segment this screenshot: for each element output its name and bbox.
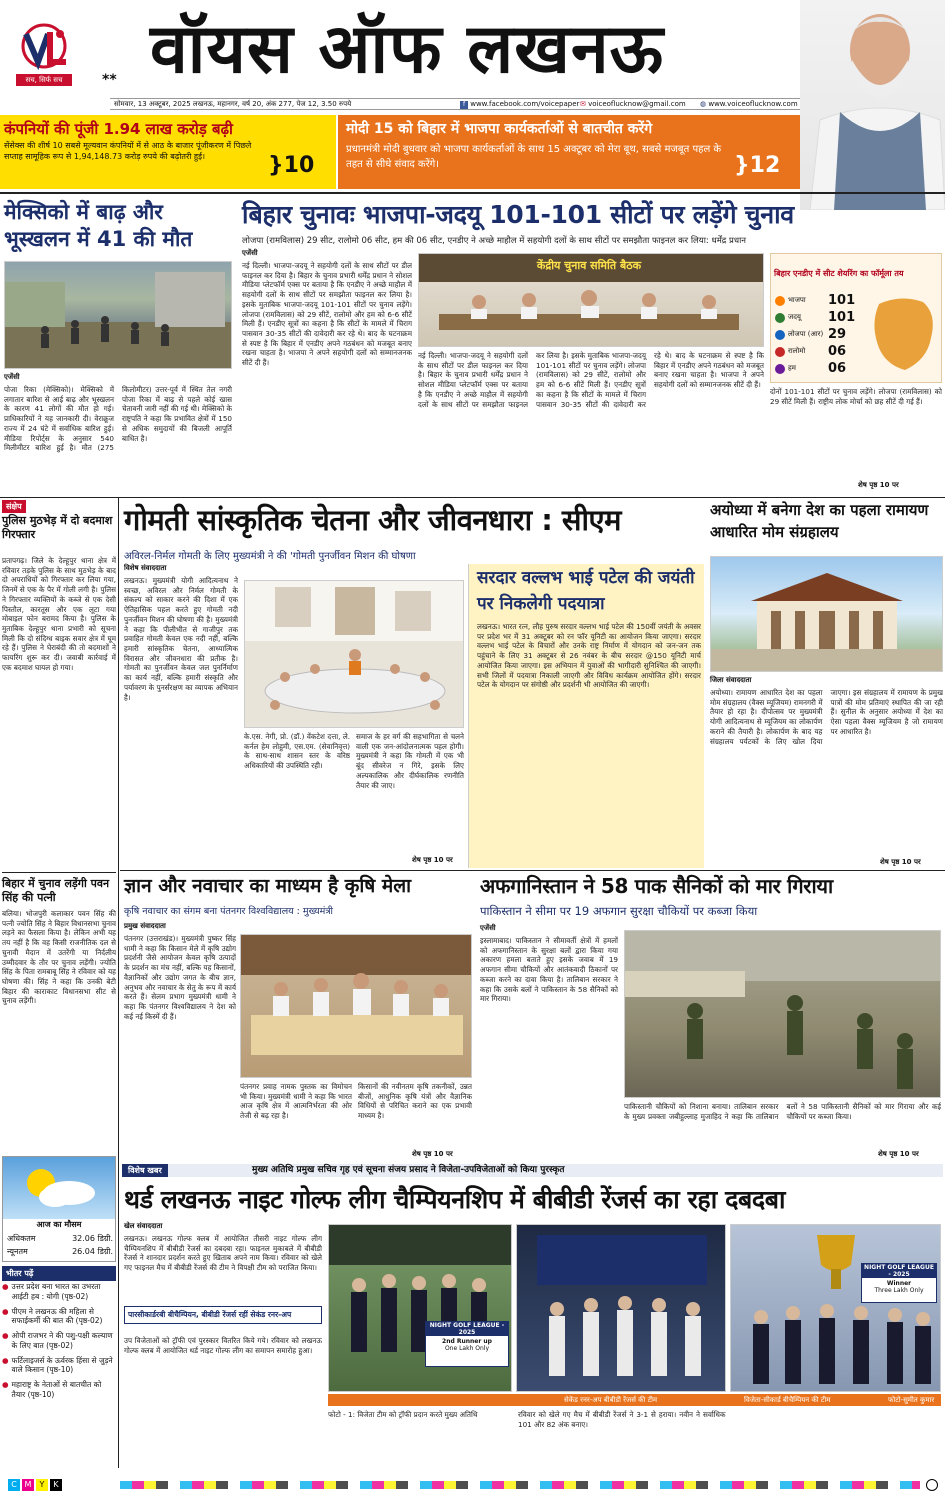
- teaser-right[interactable]: [338, 115, 800, 189]
- mexico-body: पोजा रिका (मेक्सिको)। मेक्सिको में लगातार बारिश से आई बाढ़ और भूस्खलन के कारण 41 लोगों की मौत हो गई। प्राधिकारियों ने यह जानकारी दी। वेराक्रूज राज्य में 24 घंटे में सर्वाधिक बारिश हुई। मीडिया रिपोर्ट्स के अनुसार 540 मिलीमीटर बारिश हुई है। मौत (275 किलोमीटर) उत्तर-पूर्व में स्थित तेल नगरी पोजा रिका में बाढ़ से पहले कोई खास चेतावनी जारी नहीं की गई थी। मेक्सिको के राष्ट्रपति ने कहा कि प्रभावित क्षेत्रों में 150 से अधिक समुदायों की बिजली आपूर्ति बाधित है।: [4, 385, 232, 453]
- weather-max: अधिकतम 32.06 डिग्री.: [7, 1234, 113, 1243]
- infobox-row: रालोमो 06: [775, 343, 875, 360]
- masthead: [0, 0, 945, 112]
- teaser-divider: [0, 192, 945, 194]
- golf-foot-text: रविवार को खेले गए मैच में बीबीडी रेंजर्स ने 3-1 से हराया। नवीन ने सर्वाधिक 101 और 82 अंक बनाए।: [518, 1410, 726, 1429]
- infobox-rows: [775, 292, 875, 377]
- krishi-byline: प्रमुख संवाददाता: [124, 922, 166, 930]
- gomti-body2: समाज के हर वर्ग की सहभागिता से चलने वाली एक जन-आंदोलनात्मक पहल होगी। मुख्यमंत्री ने कहा कि गोमती में एक भी बूंद सीवरेज न गिरे, इसके लिए अल्पकालिक और दीर्घकालिक रणनीति तैयार की जाए।: [356, 732, 464, 790]
- mexico-headline: मेक्सिको में बाढ़ और भूस्खलन में 41 की मौत: [4, 200, 193, 252]
- sun-cloud-icon: [3, 1157, 115, 1219]
- patel-headline: सरदार वल्लभ भाई पटेल की जयंती पर निकलेगी पदयात्रा: [477, 568, 695, 614]
- gomti-story[interactable]: [122, 500, 704, 868]
- mexico-story[interactable]: [2, 197, 234, 497]
- infobox-text: दोनों 101-101 सीटों पर चुनाव लड़ेंगे। लोजपा (रामविलास) को 29 सीटें मिली हैं। राष्ट्रीय लोक मोर्चा को छह सीटें दी गई हैं।: [770, 387, 942, 406]
- cmyk-magenta: M: [22, 1479, 34, 1491]
- mexico-flood-photo: [4, 261, 232, 369]
- party-symbol-icon: [775, 330, 785, 340]
- bullet-icon: ●: [2, 1306, 9, 1316]
- gomti-meeting-photo: [244, 580, 464, 728]
- dateline-bar: [110, 98, 800, 110]
- golf-kicker-bar: [122, 1164, 943, 1177]
- infobox-row: भाजपा 101: [775, 292, 875, 309]
- police-brief[interactable]: [2, 500, 116, 870]
- inside-item[interactable]: ● पीएम ने लखनऊ की महिला से सफाईकर्मी की बात की (पृष्ठ-02): [2, 1306, 103, 1326]
- bullet-icon: ●: [2, 1355, 9, 1365]
- board-amount: One Lakh Only: [444, 1345, 490, 1352]
- golf-label: विशेष खबर: [122, 1164, 168, 1177]
- registration-mark-icon: [926, 1479, 938, 1491]
- golf-pullquote: पारसीकार्डरबी बीचैम्पियन, बीबीडी रेंजर्स रहीं सेकंड रनर-अप: [124, 1306, 322, 1324]
- mexico-byline: एजेंसी: [4, 373, 20, 381]
- page-brace-icon: }: [734, 153, 750, 178]
- party-symbol-icon: [775, 313, 785, 323]
- dateline: सोमवार, 13 अक्टूबर, 2025 लखनऊ, महानगर, वर्ष 20, अंक 277, पेज 12, 3.50 रुपये: [114, 100, 352, 108]
- pawan-headline: बिहार में चुनाव लड़ेंगी पवन सिंह की पत्नी: [2, 877, 110, 905]
- pawan-body: बलिया। भोजपुरी कलाकार पवन सिंह की पत्नी ज्योति सिंह ने बिहार विधानसभा चुनाव लड़ने का फैसला किया है। लेकिन अभी यह तय नहीं है कि वह किसी राजनीतिक दल से चुनावी मैदान में उतरेंगी या निर्दलीय उम्मीदवार के तौर पर चुनाव लड़ेंगी। ज्योति सिंह के पिता रामबाबू सिंह ने रविवार को यह घोषणा की। सिंह ने कहा कि उनकी बेटी बिहार की काराकाट विधानसभा सीट से चुनाव लड़ेंगी।: [2, 909, 116, 1006]
- pawan-brief[interactable]: [2, 872, 116, 1152]
- flood-scene-icon: [5, 262, 232, 369]
- golf-caption-2: सेकेंड रनर-अप बीबीडी रेंजर्स की टीम: [564, 1396, 658, 1404]
- golf-headline: थर्ड लखनऊ नाइट गोल्फ लीग चैम्पियनशिप में बीबीडी रेंजर्स का रहा दबदबा: [124, 1185, 786, 1214]
- krishi-headline: ज्ञान और नवाचार का माध्यम है कृषि मेला: [124, 875, 412, 897]
- website-link[interactable]: ◍ www.voiceoflucknow.com: [700, 100, 798, 108]
- divider: [120, 870, 945, 871]
- inside-box: [2, 1266, 116, 1466]
- logo: [14, 22, 74, 72]
- bihar-continued[interactable]: शेष पृष्ठ 10 पर: [858, 481, 899, 489]
- teaser-left-headline: कंपनियों की पूंजी 1.94 लाख करोड़ बढ़ी: [4, 120, 233, 138]
- gomti-photo-caption: के.एस. नेगी, प्रो. (डॉ.) वेंकटेश दत्ता, ले. कर्नल हेम लोहुमी, एस.एम. (सेवानिवृत्त) के साथ-साथ शासन स्तर के वरिष्ठ अधिकारियों की उपस्थिति रही।: [244, 732, 350, 771]
- krishi-subhead: कृषि नवाचार का संगम बना पंतनगर विश्वविद्यालय : मुख्यमंत्री: [124, 906, 334, 917]
- party-symbol-icon: [775, 364, 785, 374]
- bihar-body: नई दिल्ली। भाजपा-जदयू ने सहयोगी दलों के साथ सीटों पर डील फाइनल कर दिया है। बिहार के चुनाव प्रभारी धर्मेंद्र प्रधान ने सोशल मीडिया प्लेटफॉर्म एक्स पर बताया है कि एनडीए ने अच्छे माहौल में सहयोगी दलों के साथ सीटों पर समझौता फाइनल कर लिया है। इसके मुताबिक भाजपा-जदयू 101-101 सीटों पर चुनाव लड़ेंगे। लोजपा (रामविलास) को 29 सीटें, रालोमो और हम को 6-6 सीटें मिली हैं। एनडीए सूत्रों का कहना है कि सीटों के मामले में चिराग पासवान 30-35 सीटों की दावेदारी कर रहे थे। बाद के घटनाक्रम से स्पष्ट है कि बिहार में एनडीए अपने गठबंधन को मजबूत बनाए रखना चाहता है। भाजपा ने अपने सहयोगी दलों को सम्मानजनक सीटें दी हैं।: [242, 261, 412, 368]
- teaser-left-page: }10: [268, 153, 315, 178]
- globe-icon: ◍: [700, 100, 707, 108]
- afghan-story[interactable]: [478, 872, 943, 1162]
- winner-trophy-icon: [731, 1225, 941, 1392]
- inside-item[interactable]: ● उत्तर प्रदेश बना भारत का उभरता आईटी हब : योगी (पृष्ठ-02): [2, 1282, 101, 1301]
- infobox-row: हम 06: [775, 360, 875, 377]
- inside-list: [2, 1282, 116, 1405]
- board-place: 2nd Runner up: [442, 1338, 492, 1345]
- infobox-row: लोजपा (आर) 29: [775, 326, 875, 343]
- golf-caption-3: विजेता-सीकार्ड बीचैम्पियन की टीम: [744, 1396, 831, 1404]
- golf-body2: उप विजेताओं को ट्रॉफी एवं पुरस्कार वितरित किये गये। रविवार को लखनऊ गोल्फ क्लब में आयोजित थर्ड नाइट गोल्फ लीग का समापन समारोह हुआ।: [124, 1336, 322, 1355]
- golf-caption-bar: [328, 1394, 941, 1406]
- ayodhya-byline: जिला संवाददाता: [710, 676, 752, 684]
- logo-mark-icon: [14, 22, 74, 72]
- golf-photo-trophy: [328, 1224, 512, 1392]
- golf-trophy-scene-icon: [517, 1225, 726, 1392]
- weather-title: आज का मौसम: [3, 1219, 115, 1230]
- museum-photo: [710, 556, 943, 672]
- gomti-headline: गोमती सांस्कृतिक चेतना और जीवनधारा : सीएम: [124, 503, 621, 537]
- cmyk-strip: [8, 1479, 62, 1491]
- teaser-right-text: प्रधानमंत्री मोदी बुधवार को भाजपा कार्यकर्ताओं के साथ 15 अक्टूबर को मेरा बूथ, सबसे मजबूत पहल के तहत से सीधे संवाद करेंगे।: [346, 144, 722, 170]
- bullet-icon: ●: [2, 1380, 9, 1389]
- bihar-map-icon: [871, 294, 939, 374]
- soldiers-scene-icon: [625, 931, 941, 1098]
- page-brace-icon: }: [268, 153, 284, 178]
- police-headline: पुलिस मुठभेड़ में दो बदमाश गिरफ्तार: [2, 514, 113, 542]
- afghan-border-photo: [624, 930, 941, 1098]
- weather-min: न्यूनतम 26.04 डिग्री.: [7, 1247, 113, 1256]
- golf-photo-team: [516, 1224, 726, 1392]
- police-body: प्रतापगढ़। जिले के देल्हूपुर थाना क्षेत्र में रविवार तड़के पुलिस के साथ मुठभेड़ के बाद दो अपराधियों को गिरफ्तार कर लिया गया, जिनमें से एक के पैर में गोली लगी है। पुलिस ने गिरफ्तार व्यक्तियों के कब्जे से एक देसी पिस्तौल, कारतूस और एक लूटा गया मोबाइल फोन बरामद किया है। पुलिस के मुताबिक देल्हूपुर थाना प्रभारी को सूचना मिली कि दो संदिग्ध बाइक सवार क्षेत्र में घूम रहे हैं। पुलिस ने घेराबंदी की तो बदमाशों ने फायरिंग शुरू कर दी। जवाबी कार्रवाई में एक बदमाश घायल हो गया।: [2, 556, 116, 672]
- brief-label: संक्षेप: [2, 500, 26, 513]
- golf-photo-winner: [730, 1224, 941, 1392]
- ayodhya-body: अयोध्या। रामायण आधारित देश का पहला मोम संग्रहालय (वैक्स म्यूजियम) रामनगरी में तैयार हो रहा है। दीपोत्सव पर मुख्यमंत्री योगी आदित्यनाथ से म्यूजियम का लोकार्पण कराने की तैयारी है। लोकार्पण के बाद यह संग्रहालय पर्यटकों के लिए खोल दिया जाएगा। इस संग्रहालय में रामायण के प्रमुख पात्रों की मोम प्रतिमाएं स्थापित की जा रही हैं। सुनील के अनुसार अयोध्या में देश का ऐसा पहला वैक्स म्यूजियम है जो रामायण पर आधारित है।: [710, 688, 943, 746]
- afghan-headline: अफगानिस्तान ने 58 पाक सैनिकों को मार गिराया: [480, 874, 833, 898]
- afghan-byline: एजेंसी: [480, 924, 496, 932]
- krishi-body3: किसानों की नवीनतम कृषि तकनीकों, उन्नत बीजों, आधुनिक कृषि यंत्रों और वैज्ञानिक विधियों से परिचित कराने का एक प्रभावी माध्यम है।: [358, 1082, 472, 1121]
- winner-board-label: Winner: [886, 1280, 912, 1287]
- facebook-link[interactable]: f www.facebook.com/voicepaper: [460, 99, 579, 110]
- bihar-story[interactable]: [238, 197, 943, 497]
- golf-caption-4: फोटो-सुमीत कुमार: [888, 1396, 935, 1404]
- golf-kicker: मुख्य अतिथि प्रमुख सचिव गृह एवं सूचना संजय प्रसाद ने विजेता-उपविजेताओं को किया पुरस्कृत: [252, 1165, 565, 1175]
- krishi-story[interactable]: [122, 872, 472, 1162]
- fair-scene-icon: [241, 935, 472, 1078]
- masthead-stars: **: [102, 72, 117, 88]
- ayodhya-story[interactable]: [710, 500, 943, 868]
- party-symbol-icon: [775, 296, 785, 306]
- gomti-body: लखनऊ। मुख्यमंत्री योगी आदित्यनाथ ने स्वच्छ, अविरल और निर्मल गोमती के संकल्प को साकार करने की दिशा में एक ऐतिहासिक पहल करते हुए गोमती नदी पुनर्जीवन मिशन की घोषणा की है। मुख्यमंत्री ने कहा कि पीलीभीत से गाजीपुर तक प्रवाहित गोमती केवल एक नदी नहीं, बल्कि हमारी सांस्कृतिक चेतना, आध्यात्मिक विरासत और जीवनधारा की प्रतीक है। गोमती का पुनर्जीवन केवल जल पुनर्निर्माण का कार्य नहीं, बल्कि हमारी संस्कृति और पर्यावरण के पुनर्संरक्षण का व्यापक अभियान है।: [124, 576, 238, 702]
- afghan-body2: पाकिस्तानी चौकियों को निशाना बनाया। तालिबान सरकार के मुख्य प्रवक्ता जबीहुल्लाह मुजाहिद ने कहा कि तालिबान बलों ने 58 पाकिस्तानी सैनिकों को मार गिराया और कई चौकियों पर कब्जा किया।: [624, 1102, 941, 1121]
- cmyk-yellow: Y: [36, 1479, 48, 1491]
- winner-board-title: NIGHT GOLF LEAGUE - 2025: [862, 1264, 936, 1278]
- bihar-subhead: लोजपा (रामविलास) 29 सीट, रालोमो 06 सीट, हम की 06 सीट, एनडीए ने अच्छे माहौल में सहयोगी दलों के साथ सीटों पर समझौता फाइनल कर लिया: धर्मेंद्र प्रधान: [242, 236, 746, 246]
- golf-board: [425, 1321, 509, 1367]
- golf-caption-1: फोटो - 1: विजेता टीम को ट्रॉफी प्रदान करते मुख्य अतिथि: [328, 1410, 478, 1419]
- bullet-icon: ●: [2, 1282, 9, 1291]
- golf-body: लखनऊ। लखनऊ गोल्फ क्लब में आयोजित तीसरी नाइट गोल्फ लीग चैम्पियनशिप में बीबीडी रेंजर्स का दबदबा रहा। फाइनल मुकाबले में बीबीडी रेंजर्स ने शानदार प्रदर्शन करते हुए खिताब अपने नाम किया। रविवार को खेले गए फाइनल मैच में बीबीडी रेंजर्स की टीम ने विपक्षी टीम को पराजित किया।: [124, 1234, 322, 1273]
- infobox-row: जदयू 101: [775, 309, 875, 326]
- museum-building-icon: [711, 557, 943, 672]
- teaser-right-headline: मोदी 15 को बिहार में भाजपा कार्यकर्ताओं से बातचीत करेंगे: [346, 121, 653, 137]
- bullet-icon: ●: [2, 1331, 9, 1340]
- portrait-illustration-icon: [800, 0, 945, 210]
- left-col-divider: [118, 498, 119, 1468]
- patel-box[interactable]: [468, 564, 704, 868]
- newspaper-title: वॉयस ऑफ लखनऊ: [150, 9, 665, 89]
- teaser-right-page: }12: [734, 153, 781, 178]
- teaser-left[interactable]: [0, 115, 336, 189]
- facebook-icon: f: [460, 101, 468, 109]
- gomti-continued[interactable]: शेष पृष्ठ 10 पर: [412, 856, 453, 864]
- inside-title: भीतर पढ़ें: [2, 1266, 116, 1281]
- golf-story[interactable]: [122, 1164, 943, 1472]
- inside-item[interactable]: ● ओपी राजभर ने की पशु-पक्षी कल्याण के लिए बात (पृष्ठ-02): [2, 1331, 113, 1350]
- ayodhya-headline: अयोध्या में बनेगा देश का पहला रामायण आधारित मोम संग्रहालय: [710, 501, 929, 541]
- afghan-body: इस्लामाबाद। पाकिस्तान ने सीमावर्ती क्षेत्रों में हमलों को अफगानिस्तान के सुरक्षा बलों द्वारा किया गया अकारण हमला बताते हुए इसके जवाब में 19 अफगान सीमा चौकियों और आतंकवादी ठिकानों पर कब्जा करने का दावा किया है। तालिबान सरकार ने कहा कि उसके बलों ने पाकिस्तान के 58 सैनिकों को मार गिराया।: [480, 936, 618, 1004]
- afghan-continued[interactable]: शेष पृष्ठ 10 पर: [878, 1150, 919, 1158]
- ayodhya-continued[interactable]: शेष पृष्ठ 10 पर: [880, 858, 921, 866]
- seat-sharing-infobox: [770, 253, 942, 383]
- gomti-subhead: अविरल-निर्मल गोमती के लिए मुख्यमंत्री ने की 'गोमती पुनर्जीवन मिशन की घोषणा: [124, 551, 416, 562]
- pm-portrait: [800, 0, 945, 210]
- cm-meeting-scene-icon: [245, 581, 464, 728]
- krishi-fair-photo: [240, 934, 472, 1078]
- logo-tagline: सच, सिर्फ सच: [16, 74, 72, 86]
- email-icon: ✉: [580, 100, 586, 108]
- cmyk-black: K: [50, 1479, 62, 1491]
- bihar-body-continued: नई दिल्ली। भाजपा-जदयू ने सहयोगी दलों के साथ सीटों पर डील फाइनल कर दिया है। बिहार के चुनाव प्रभारी धर्मेंद्र प्रधान ने सोशल मीडिया प्लेटफॉर्म एक्स पर बताया है कि एनडीए ने अच्छे माहौल में सहयोगी दलों के साथ सीटों पर समझौता फाइनल कर लिया है। इसके मुताबिक भाजपा-जदयू 101-101 सीटों पर चुनाव लड़ेंगे। लोजपा (रामविलास) को 29 सीटें, रालोमो और हम को 6-6 सीटें मिली हैं। एनडीए सूत्रों का कहना है कि सीटों के मामले में चिराग पासवान 30-35 सीटों की दावेदारी कर रहे थे। बाद के घटनाक्रम से स्पष्ट है कि बिहार में एनडीए अपने गठबंधन को मजबूत बनाए रखना चाहता है। भाजपा ने अपने सहयोगी दलों को सम्मानजनक सीटें दी हैं।: [418, 351, 764, 409]
- krishi-continued[interactable]: शेष पृष्ठ 10 पर: [412, 1150, 453, 1158]
- inside-item[interactable]: ● महाराष्ट्र के नेताओं से बातचीत को तैयार (पृष्ठ-10): [2, 1380, 102, 1399]
- weather-box: [2, 1156, 116, 1262]
- bihar-photo-caption: केंद्रीय चुनाव समिति बैठक: [536, 259, 642, 272]
- email-link[interactable]: ✉ voiceoflucknow@gmail.com: [580, 100, 686, 108]
- board-title: NIGHT GOLF LEAGUE - 2025: [426, 1322, 508, 1336]
- weather-illustration: [3, 1157, 115, 1219]
- krishi-body: पंतनगर (उत्तराखंड)। मुख्यमंत्री पुष्कर सिंह धामी ने कहा कि किसान मेले में कृषि उद्योग प्रदर्शनी जैसे आयोजन केवल कृषि उत्पादों के प्रदर्शन का मंच नहीं, बल्कि यह किसानों, वैज्ञानिकों और उद्योग जगत के बीच ज्ञान, अनुभव और नवाचार के सेतु के रूप में कार्य करते हैं। सेलम प्रभाग मुख्यमंत्री धामी ने कहा कि पंतनगर विश्वविद्यालय ने देश को कई नई किस्में दी हैं।: [124, 934, 236, 1021]
- color-bar: [120, 1481, 920, 1489]
- inside-item[interactable]: ● फर्टिलाइजर्स के ऊर्वरक हिंसा से जुड़ने वाले किसान (पृष्ठ-10): [2, 1355, 113, 1375]
- teaser-left-text: सेंसेक्स की शीर्ष 10 सबसे मूल्यवान कंपनियों में से आठ के बाजार पूंजीकरण में पिछले सप्ताह सामूहिक रूप से 1,94,148.73 करोड़ रुपये की बढ़ोतरी हुई।: [4, 141, 252, 161]
- bihar-meeting-photo: [418, 253, 764, 347]
- golf-byline: खेल संवाददाता: [124, 1222, 163, 1230]
- bihar-byline: एजेंसी: [242, 249, 258, 257]
- winner-board: [861, 1263, 937, 1303]
- infobox-title: बिहार एनडीए में सीट शेयरिंग का फॉर्मूला तय: [774, 269, 904, 278]
- krishi-body2: पंतनगर प्रवाह नामक पुस्तक का विमोचन भी किया। मुख्यमंत्री धामी ने कहा कि भारत आज कृषि क्षेत्र में आत्मनिर्भरता की ओर तेजी से बढ़ रहा है।: [240, 1082, 352, 1121]
- cmyk-cyan: C: [8, 1479, 20, 1491]
- bihar-headline: बिहार चुनावः भाजपा-जदयू 101-101 सीटों पर लड़ेंगे चुनाव: [242, 200, 794, 229]
- divider: [0, 497, 945, 498]
- patel-body: लखनऊ। भारत रत्न, लौह पुरुष सरदार वल्लभ भाई पटेल की 150वीं जयंती के अवसर पर प्रदेश भर में 31 अक्टूबर को रन फॉर यूनिटी का आयोजन किया जाएगा। सरदार वल्लभ भाई पटेल के विचारों और उनके राष्ट्र निर्माण में योगदान को जन-जन तक पहुंचाने के लिए 31 अक्टूबर से 26 नवंबर के बीच सरदार @150 यूनिटी मार्च आयोजित किया जाएगा। इस अभियान में युवाओं की भागीदारी सुनिश्चित की जाएगी। सभी जिलों में पदयात्रा निकाली जाएगी और विविध कार्यक्रम आयोजित होंगे। सरदार पटेल के योगदान पर संगोष्ठी और प्रदर्शनी भी आयोजित की जाएगी।: [477, 622, 701, 690]
- winner-board-amount: Three Lakh Only: [874, 1287, 924, 1294]
- gomti-byline: विशेष संवाददाता: [124, 564, 167, 572]
- party-symbol-icon: [775, 347, 785, 357]
- print-footer: [0, 1476, 945, 1495]
- afghan-subhead: पाकिस्तान ने सीमा पर 19 अफगान सुरक्षा चौकियों पर कब्जा किया: [480, 904, 758, 918]
